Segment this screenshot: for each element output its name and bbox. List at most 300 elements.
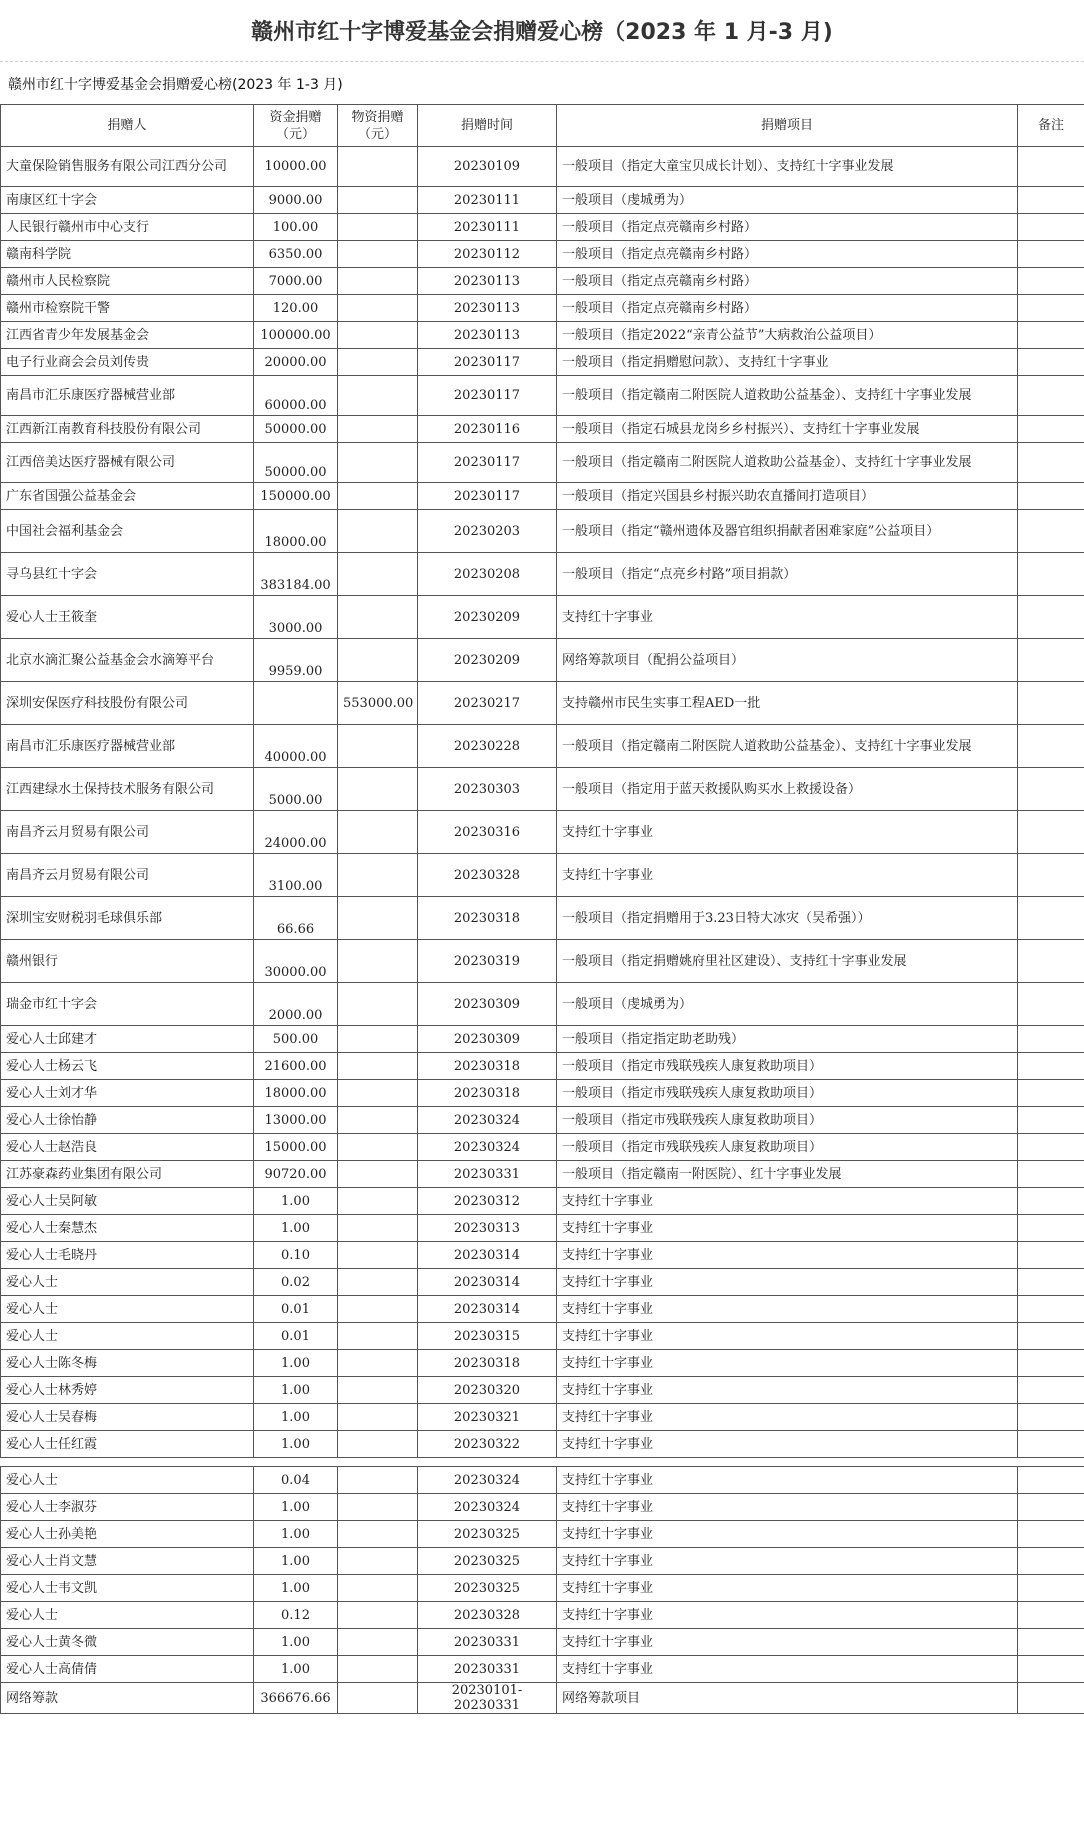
- cash-cell: 6350.00: [254, 241, 338, 268]
- cash-cell: 0.04: [254, 1467, 338, 1494]
- table-row: [1, 187, 1084, 214]
- goods-cell: [338, 214, 418, 241]
- goods-cell: [338, 1467, 418, 1494]
- note-cell: [1018, 147, 1084, 187]
- project-cell: 支持红十字事业: [557, 1494, 1018, 1521]
- cash-cell: 500.00: [254, 1026, 338, 1053]
- cash-cell: 150000.00: [254, 483, 338, 510]
- project-cell: 支持红十字事业: [557, 1629, 1018, 1656]
- cash-cell: 9959.00: [254, 639, 338, 682]
- cash-cell: 24000.00: [254, 811, 338, 854]
- donor-cell: 江西倍美达医疗器械有限公司: [1, 443, 254, 483]
- project-cell: 支持红十字事业: [557, 1323, 1018, 1350]
- note-cell: [1018, 1467, 1084, 1494]
- note-cell: [1018, 1629, 1084, 1656]
- donor-cell: 赣州市检察院干警: [1, 295, 254, 322]
- donor-cell: 爱心人士吴阿敏: [1, 1188, 254, 1215]
- goods-cell: [338, 1107, 418, 1134]
- cash-cell: 0.02: [254, 1269, 338, 1296]
- note-cell: [1018, 295, 1084, 322]
- project-cell: 一般项目（指定捐赠姚府里社区建设）、支持红十字事业发展: [557, 940, 1018, 983]
- cash-cell: 1.00: [254, 1629, 338, 1656]
- cash-cell: 7000.00: [254, 268, 338, 295]
- goods-cell: [338, 416, 418, 443]
- donor-cell: 寻乌县红十字会: [1, 553, 254, 596]
- project-cell: 一般项目（指定赣南一附医院）、红十字事业发展: [557, 1161, 1018, 1188]
- cash-cell: 40000.00: [254, 725, 338, 768]
- goods-cell: [338, 1575, 418, 1602]
- project-cell: 一般项目（指定市残联残疾人康复救助项目）: [557, 1053, 1018, 1080]
- date-cell: 20230203: [418, 510, 557, 553]
- donor-cell: 南康区红十字会: [1, 187, 254, 214]
- table-row: [1, 1629, 1084, 1656]
- date-cell: 20230325: [418, 1548, 557, 1575]
- goods-cell: [338, 1521, 418, 1548]
- goods-cell: [338, 553, 418, 596]
- note-cell: [1018, 1656, 1084, 1683]
- project-cell: 支持赣州市民生实事工程AED一批: [557, 682, 1018, 725]
- note-cell: [1018, 983, 1084, 1026]
- cash-cell: 1.00: [254, 1494, 338, 1521]
- goods-cell: [338, 1215, 418, 1242]
- note-cell: [1018, 897, 1084, 940]
- cash-cell: 1.00: [254, 1188, 338, 1215]
- table-row: [1, 268, 1084, 295]
- goods-cell: [338, 725, 418, 768]
- cash-cell: 100000.00: [254, 322, 338, 349]
- note-cell: [1018, 1683, 1084, 1714]
- cash-cell: 1.00: [254, 1548, 338, 1575]
- table-row: [1, 1188, 1084, 1215]
- project-cell: 支持红十字事业: [557, 1521, 1018, 1548]
- header-goods: 物资捐赠（元）: [338, 105, 418, 147]
- table-row: [1, 1521, 1084, 1548]
- goods-cell: [338, 147, 418, 187]
- cash-cell: 1.00: [254, 1575, 338, 1602]
- cash-cell: 366676.66: [254, 1683, 338, 1714]
- date-cell: 20230318: [418, 1350, 557, 1377]
- donor-cell: 江西新江南教育科技股份有限公司: [1, 416, 254, 443]
- table-row: [1, 1323, 1084, 1350]
- goods-cell: [338, 483, 418, 510]
- goods-cell: [338, 1026, 418, 1053]
- table-row: [1, 725, 1084, 768]
- note-cell: [1018, 322, 1084, 349]
- donor-cell: 爱心人士: [1, 1467, 254, 1494]
- project-cell: 一般项目（指定石城县龙岗乡乡村振兴）、支持红十字事业发展: [557, 416, 1018, 443]
- date-cell: 20230112: [418, 241, 557, 268]
- note-cell: [1018, 1602, 1084, 1629]
- donor-cell: 爱心人士高倩倩: [1, 1656, 254, 1683]
- date-cell: 20230109: [418, 147, 557, 187]
- date-cell: 20230331: [418, 1656, 557, 1683]
- cash-cell: 1.00: [254, 1350, 338, 1377]
- cash-cell: 5000.00: [254, 768, 338, 811]
- date-cell: 20230313: [418, 1215, 557, 1242]
- goods-cell: [338, 897, 418, 940]
- donor-cell: 江苏豪森药业集团有限公司: [1, 1161, 254, 1188]
- note-cell: [1018, 241, 1084, 268]
- cash-cell: 120.00: [254, 295, 338, 322]
- donor-cell: 中国社会福利基金会: [1, 510, 254, 553]
- donor-cell: 爱心人士任红霞: [1, 1431, 254, 1458]
- goods-cell: [338, 1683, 418, 1714]
- table-row: [1, 416, 1084, 443]
- project-cell: 支持红十字事业: [557, 811, 1018, 854]
- goods-cell: [338, 1269, 418, 1296]
- date-cell: 20230309: [418, 983, 557, 1026]
- goods-cell: [338, 940, 418, 983]
- project-cell: 一般项目（指定捐赠用于3.23日特大冰灾（吴希强））: [557, 897, 1018, 940]
- donor-cell: 深圳宝安财税羽毛球俱乐部: [1, 897, 254, 940]
- table-row: [1, 983, 1084, 1026]
- goods-cell: [338, 811, 418, 854]
- project-cell: 一般项目（虔城勇为）: [557, 983, 1018, 1026]
- table-row: [1, 1602, 1084, 1629]
- cash-cell: 30000.00: [254, 940, 338, 983]
- project-cell: 一般项目（指定点亮赣南乡村路）: [557, 295, 1018, 322]
- table-row: [1, 443, 1084, 483]
- project-cell: 一般项目（虔城勇为）: [557, 187, 1018, 214]
- donor-cell: 南昌齐云月贸易有限公司: [1, 854, 254, 897]
- date-cell: 20230113: [418, 268, 557, 295]
- donor-cell: 深圳安保医疗科技股份有限公司: [1, 682, 254, 725]
- date-cell: 20230117: [418, 376, 557, 416]
- date-cell: 20230331: [418, 1629, 557, 1656]
- note-cell: [1018, 1323, 1084, 1350]
- date-cell: 20230324: [418, 1134, 557, 1161]
- cash-cell: 1.00: [254, 1656, 338, 1683]
- goods-cell: [338, 1161, 418, 1188]
- project-cell: 支持红十字事业: [557, 1188, 1018, 1215]
- header-cash: 资金捐赠（元）: [254, 105, 338, 147]
- date-cell: 20230316: [418, 811, 557, 854]
- table-row: [1, 1494, 1084, 1521]
- note-cell: [1018, 1296, 1084, 1323]
- note-cell: [1018, 1350, 1084, 1377]
- note-cell: [1018, 349, 1084, 376]
- goods-cell: [338, 1377, 418, 1404]
- table-row: [1, 147, 1084, 187]
- cash-cell: 18000.00: [254, 1080, 338, 1107]
- donor-cell: 爱心人士: [1, 1323, 254, 1350]
- table-row: [1, 854, 1084, 897]
- project-cell: 一般项目（指定“点亮乡村路”项目捐款）: [557, 553, 1018, 596]
- date-cell: 20230331: [418, 1161, 557, 1188]
- note-cell: [1018, 940, 1084, 983]
- cash-cell: 21600.00: [254, 1053, 338, 1080]
- date-cell: 20230111: [418, 187, 557, 214]
- project-cell: 一般项目（指定点亮赣南乡村路）: [557, 268, 1018, 295]
- table-row: [1, 1053, 1084, 1080]
- table-row: [1, 349, 1084, 376]
- cash-cell: 100.00: [254, 214, 338, 241]
- table-row: [1, 1683, 1084, 1714]
- project-cell: 一般项目（指定市残联残疾人康复救助项目）: [557, 1134, 1018, 1161]
- project-cell: 一般项目（指定用于蓝天救援队购买水上救援设备）: [557, 768, 1018, 811]
- goods-cell: [338, 241, 418, 268]
- note-cell: [1018, 1215, 1084, 1242]
- goods-cell: [338, 1350, 418, 1377]
- table-row: [1, 1134, 1084, 1161]
- date-cell: 20230314: [418, 1269, 557, 1296]
- table-row: [1, 1467, 1084, 1494]
- date-cell: 20230116: [418, 416, 557, 443]
- table-row: [1, 1377, 1084, 1404]
- project-cell: 支持红十字事业: [557, 1215, 1018, 1242]
- project-cell: 一般项目（指定“赣州遗体及器官组织捐献者困难家庭”公益项目）: [557, 510, 1018, 553]
- goods-cell: [338, 376, 418, 416]
- cash-cell: 383184.00: [254, 553, 338, 596]
- date-cell: 20230209: [418, 639, 557, 682]
- goods-cell: [338, 983, 418, 1026]
- donor-cell: 爱心人士秦慧杰: [1, 1215, 254, 1242]
- project-cell: 支持红十字事业: [557, 1548, 1018, 1575]
- page-title: 赣州市红十字博爱基金会捐赠爱心榜（2023 年 1 月-3 月): [251, 20, 833, 45]
- cash-cell: 18000.00: [254, 510, 338, 553]
- date-cell: 20230320: [418, 1377, 557, 1404]
- donor-cell: 南昌齐云月贸易有限公司: [1, 811, 254, 854]
- note-cell: [1018, 1548, 1084, 1575]
- goods-cell: [338, 295, 418, 322]
- date-cell: 20230324: [418, 1107, 557, 1134]
- table-row: [1, 596, 1084, 639]
- table-row: [1, 639, 1084, 682]
- donor-cell: 爱心人士: [1, 1296, 254, 1323]
- note-cell: [1018, 1161, 1084, 1188]
- project-cell: 一般项目（指定点亮赣南乡村路）: [557, 214, 1018, 241]
- donor-cell: 爱心人士刘才华: [1, 1080, 254, 1107]
- date-cell: 20230324: [418, 1467, 557, 1494]
- date-cell: 20230318: [418, 897, 557, 940]
- table-row: [1, 1296, 1084, 1323]
- cash-cell: 0.10: [254, 1242, 338, 1269]
- note-cell: [1018, 416, 1084, 443]
- date-cell: 20230101-20230331: [418, 1683, 557, 1714]
- note-cell: [1018, 639, 1084, 682]
- goods-cell: [338, 1296, 418, 1323]
- table-row: [1, 897, 1084, 940]
- donor-cell: 爱心人士毛晓丹: [1, 1242, 254, 1269]
- date-cell: 20230208: [418, 553, 557, 596]
- goods-cell: [338, 268, 418, 295]
- cash-cell: 13000.00: [254, 1107, 338, 1134]
- cash-cell: 3000.00: [254, 596, 338, 639]
- table-row: [1, 1350, 1084, 1377]
- cash-cell: 66.66: [254, 897, 338, 940]
- table-body: [1, 147, 1084, 1714]
- donor-cell: 爱心人士孙美艳: [1, 1521, 254, 1548]
- donor-cell: 爱心人士: [1, 1269, 254, 1296]
- donor-cell: 南昌市汇乐康医疗器械营业部: [1, 376, 254, 416]
- project-cell: 一般项目（指定赣南二附医院人道救助公益基金）、支持红十字事业发展: [557, 376, 1018, 416]
- date-cell: 20230217: [418, 682, 557, 725]
- header-date: 捐赠时间: [418, 105, 557, 147]
- note-cell: [1018, 1188, 1084, 1215]
- page-break-cell: [1, 1458, 1084, 1467]
- project-cell: 一般项目（指定捐赠慰问款）、支持红十字事业: [557, 349, 1018, 376]
- donor-cell: 爱心人士吴春梅: [1, 1404, 254, 1431]
- note-cell: [1018, 376, 1084, 416]
- note-cell: [1018, 1053, 1084, 1080]
- note-cell: [1018, 1080, 1084, 1107]
- table-row: [1, 1404, 1084, 1431]
- goods-cell: [338, 1548, 418, 1575]
- goods-cell: [338, 1602, 418, 1629]
- cash-cell: 90720.00: [254, 1161, 338, 1188]
- date-cell: 20230328: [418, 1602, 557, 1629]
- date-cell: 20230319: [418, 940, 557, 983]
- date-cell: 20230312: [418, 1188, 557, 1215]
- table-row: [1, 1548, 1084, 1575]
- project-cell: 支持红十字事业: [557, 854, 1018, 897]
- goods-cell: [338, 187, 418, 214]
- date-cell: 20230315: [418, 1323, 557, 1350]
- table-row: [1, 1107, 1084, 1134]
- cash-cell: 1.00: [254, 1377, 338, 1404]
- cash-cell: 0.01: [254, 1296, 338, 1323]
- project-cell: 一般项目（指定市残联残疾人康复救助项目）: [557, 1080, 1018, 1107]
- note-cell: [1018, 1404, 1084, 1431]
- note-cell: [1018, 682, 1084, 725]
- date-cell: 20230113: [418, 322, 557, 349]
- donor-cell: 电子行业商会会员刘传贵: [1, 349, 254, 376]
- project-cell: 支持红十字事业: [557, 1404, 1018, 1431]
- cash-cell: 60000.00: [254, 376, 338, 416]
- donor-cell: 北京水滴汇聚公益基金会水滴筹平台: [1, 639, 254, 682]
- date-cell: 20230303: [418, 768, 557, 811]
- goods-cell: [338, 1656, 418, 1683]
- note-cell: [1018, 854, 1084, 897]
- goods-cell: [338, 1494, 418, 1521]
- project-cell: 支持红十字事业: [557, 1296, 1018, 1323]
- donor-cell: 南昌市汇乐康医疗器械营业部: [1, 725, 254, 768]
- donor-cell: 爱心人士黄冬微: [1, 1629, 254, 1656]
- project-cell: 支持红十字事业: [557, 1350, 1018, 1377]
- donor-cell: 广东省国强公益基金会: [1, 483, 254, 510]
- table-row: [1, 214, 1084, 241]
- note-cell: [1018, 1377, 1084, 1404]
- project-cell: 一般项目（指定指定助老助残）: [557, 1026, 1018, 1053]
- cash-cell: 1.00: [254, 1215, 338, 1242]
- project-cell: 网络筹款项目（配捐公益项目）: [557, 639, 1018, 682]
- table-page-break: [1, 1458, 1084, 1467]
- cash-cell: 50000.00: [254, 443, 338, 483]
- goods-cell: [338, 1431, 418, 1458]
- note-cell: [1018, 443, 1084, 483]
- date-cell: 20230209: [418, 596, 557, 639]
- project-cell: 一般项目（指定兴国县乡村振兴助农直播间打造项目）: [557, 483, 1018, 510]
- note-cell: [1018, 1134, 1084, 1161]
- table-row: [1, 376, 1084, 416]
- note-cell: [1018, 510, 1084, 553]
- cash-cell: 10000.00: [254, 147, 338, 187]
- goods-cell: [338, 322, 418, 349]
- date-cell: 20230324: [418, 1494, 557, 1521]
- goods-cell: [338, 1629, 418, 1656]
- table-row: [1, 553, 1084, 596]
- project-cell: 支持红十字事业: [557, 1431, 1018, 1458]
- donor-cell: 赣州银行: [1, 940, 254, 983]
- title-bar: [0, 0, 1084, 62]
- date-cell: 20230325: [418, 1575, 557, 1602]
- cash-cell: 9000.00: [254, 187, 338, 214]
- table-row: [1, 1161, 1084, 1188]
- note-cell: [1018, 596, 1084, 639]
- note-cell: [1018, 811, 1084, 854]
- goods-cell: [338, 1053, 418, 1080]
- donor-cell: 江西省青少年发展基金会: [1, 322, 254, 349]
- note-cell: [1018, 1026, 1084, 1053]
- project-cell: 支持红十字事业: [557, 1377, 1018, 1404]
- note-cell: [1018, 187, 1084, 214]
- project-cell: 支持红十字事业: [557, 1269, 1018, 1296]
- note-cell: [1018, 553, 1084, 596]
- goods-cell: [338, 443, 418, 483]
- table-row: [1, 940, 1084, 983]
- goods-cell: [338, 639, 418, 682]
- note-cell: [1018, 1494, 1084, 1521]
- cash-cell: 0.12: [254, 1602, 338, 1629]
- project-cell: 一般项目（指定2022“亲青公益节”大病救治公益项目）: [557, 322, 1018, 349]
- goods-cell: 553000.00: [338, 682, 418, 725]
- date-cell: 20230111: [418, 214, 557, 241]
- note-cell: [1018, 1242, 1084, 1269]
- note-cell: [1018, 1521, 1084, 1548]
- date-cell: 20230328: [418, 854, 557, 897]
- date-cell: 20230318: [418, 1080, 557, 1107]
- goods-cell: [338, 854, 418, 897]
- donor-cell: 爱心人士陈冬梅: [1, 1350, 254, 1377]
- donation-table: [0, 104, 1084, 1714]
- date-cell: 20230228: [418, 725, 557, 768]
- project-cell: 一般项目（指定市残联残疾人康复救助项目）: [557, 1107, 1018, 1134]
- donor-cell: 爱心人士杨云飞: [1, 1053, 254, 1080]
- table-row: [1, 682, 1084, 725]
- cash-cell: 15000.00: [254, 1134, 338, 1161]
- donor-cell: 赣南科学院: [1, 241, 254, 268]
- table-row: [1, 1656, 1084, 1683]
- cash-cell: 1.00: [254, 1521, 338, 1548]
- date-cell: 20230318: [418, 1053, 557, 1080]
- date-cell: 20230321: [418, 1404, 557, 1431]
- project-cell: 支持红十字事业: [557, 596, 1018, 639]
- donor-cell: 爱心人士韦文凯: [1, 1575, 254, 1602]
- table-subtitle: 赣州市红十字博爱基金会捐赠爱心榜(2023 年 1-3 月): [8, 77, 343, 93]
- date-cell: 20230117: [418, 443, 557, 483]
- donor-cell: 爱心人士林秀婷: [1, 1377, 254, 1404]
- date-cell: 20230113: [418, 295, 557, 322]
- cash-cell: 1.00: [254, 1404, 338, 1431]
- table-row: [1, 322, 1084, 349]
- goods-cell: [338, 596, 418, 639]
- date-cell: 20230314: [418, 1242, 557, 1269]
- donor-cell: 赣州市人民检察院: [1, 268, 254, 295]
- project-cell: 支持红十字事业: [557, 1242, 1018, 1269]
- header-note: 备注: [1018, 105, 1084, 147]
- donor-cell: 人民银行赣州市中心支行: [1, 214, 254, 241]
- goods-cell: [338, 768, 418, 811]
- table-row: [1, 483, 1084, 510]
- goods-cell: [338, 1134, 418, 1161]
- table-row: [1, 811, 1084, 854]
- project-cell: 一般项目（指定点亮赣南乡村路）: [557, 241, 1018, 268]
- goods-cell: [338, 1404, 418, 1431]
- donor-cell: 江西建绿水土保持技术服务有限公司: [1, 768, 254, 811]
- project-cell: 一般项目（指定赣南二附医院人道救助公益基金）、支持红十字事业发展: [557, 443, 1018, 483]
- table-row: [1, 1269, 1084, 1296]
- goods-cell: [338, 1242, 418, 1269]
